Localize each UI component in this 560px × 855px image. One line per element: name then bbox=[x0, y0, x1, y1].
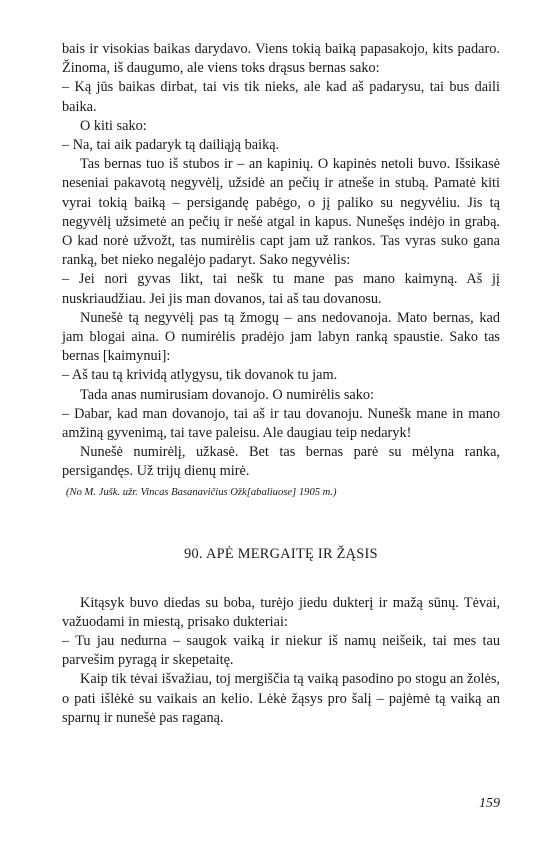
paragraph: Kaip tik tėvai išvažiau, toj mergiščia tą vaiką pasodino po stogu an žolės, o pati išlėkė su vaikais an kelio. Lėkė žąsys pro šalį – pajėmė tą vaiką an sparnų ir nunešė pas raganą. bbox=[62, 671, 500, 726]
story-body bbox=[62, 594, 500, 728]
paragraph: Nunešė tą negyvėlį pas tą žmogų – ans nedovanoja. Mato bernas, kad jam blogai aina. O numirėlis pradėjo jam labyn ranką spaustie. Sako tas bernas [kaimynui]: bbox=[62, 309, 500, 365]
story-continuation bbox=[62, 40, 500, 482]
paragraph: Tas bernas tuo iš stubos ir – an kapinių. O kapinės netoli buvo. Išsikasė neseniai pakavotą negyvėlį, užsidė an pečių ir atneše in stubą. Pamatė kiti vyrai tokią baiką – persigandę pabėgo, o jį paliko su negyvėliu. Jis tą negyvėlį užsimetė an pečių ir nešė atgal in kapus. Nunešęs indėjo in grabą. O kad norė užvožt, tas numirėlis capt jam už rankos. Tas vyras suko gana ranką, bet nieko negalėjo padaryt. Sako negyvėlis: bbox=[62, 156, 500, 269]
story-heading: 90. APĖ MERGAITĘ IR ŽĄSIS bbox=[184, 545, 378, 562]
paragraph: Nunešė numirėlį, užkasė. Bet tas bernas parė su mėlyna ranka, persigandęs. Už trijų dienų mirė. bbox=[62, 444, 500, 480]
dialogue-line: – Ką jūs baikas dirbat, tai vis tik nieks, ale kad aš padarysu, tai bus daili baika. bbox=[62, 79, 500, 115]
paragraph: Tada anas numirusiam dovanojo. O numirėlis sako: bbox=[80, 386, 375, 403]
paragraph: bais ir visokias baikas darydavo. Viens tokią baiką papasakojo, kits padaro. Žinoma, iš daugumo, ale viens toks drąsus bernas sako: bbox=[62, 41, 500, 77]
dialogue-line: – Dabar, kad man dovanojo, tai aš ir tau dovanoju. Nunešk mane in mano amžiną gyvenimą, tai tave paleisu. Ale daugiau teip nedaryk! bbox=[62, 405, 500, 442]
paragraph: O kiti sako: bbox=[80, 117, 147, 134]
source-note: (No M. Jušk. užr. Vincas Basanavičius Ožk[abaliuose] 1905 m.) bbox=[66, 486, 337, 498]
page-number: 159 bbox=[479, 796, 500, 811]
dialogue-line: – Tu jau nedurna – saugok vaiką ir niekur iš namų neišeik, tai mes tau parvešim pyragą ir skepetaitę. bbox=[62, 633, 500, 669]
paragraph: Kitąsyk buvo diedas su boba, turėjo jiedu dukterį ir mažą sūnų. Tėvai, važuodami in miestą, prisako dukteriai: bbox=[62, 594, 500, 630]
dialogue-line: – Jei nori gyvas likt, tai nešk tu mane pas mano kaimyną. Aš jį nuskriaudžiau. Jei jis man dovanos, tai aš tau dovanosu. bbox=[62, 271, 500, 307]
dialogue-line: – Na, tai aik padaryk tą dailiąją baiką. bbox=[62, 137, 280, 154]
dialogue-line: – Aš tau tą krividą atlygysu, tik dovanok tu jam. bbox=[62, 367, 338, 384]
